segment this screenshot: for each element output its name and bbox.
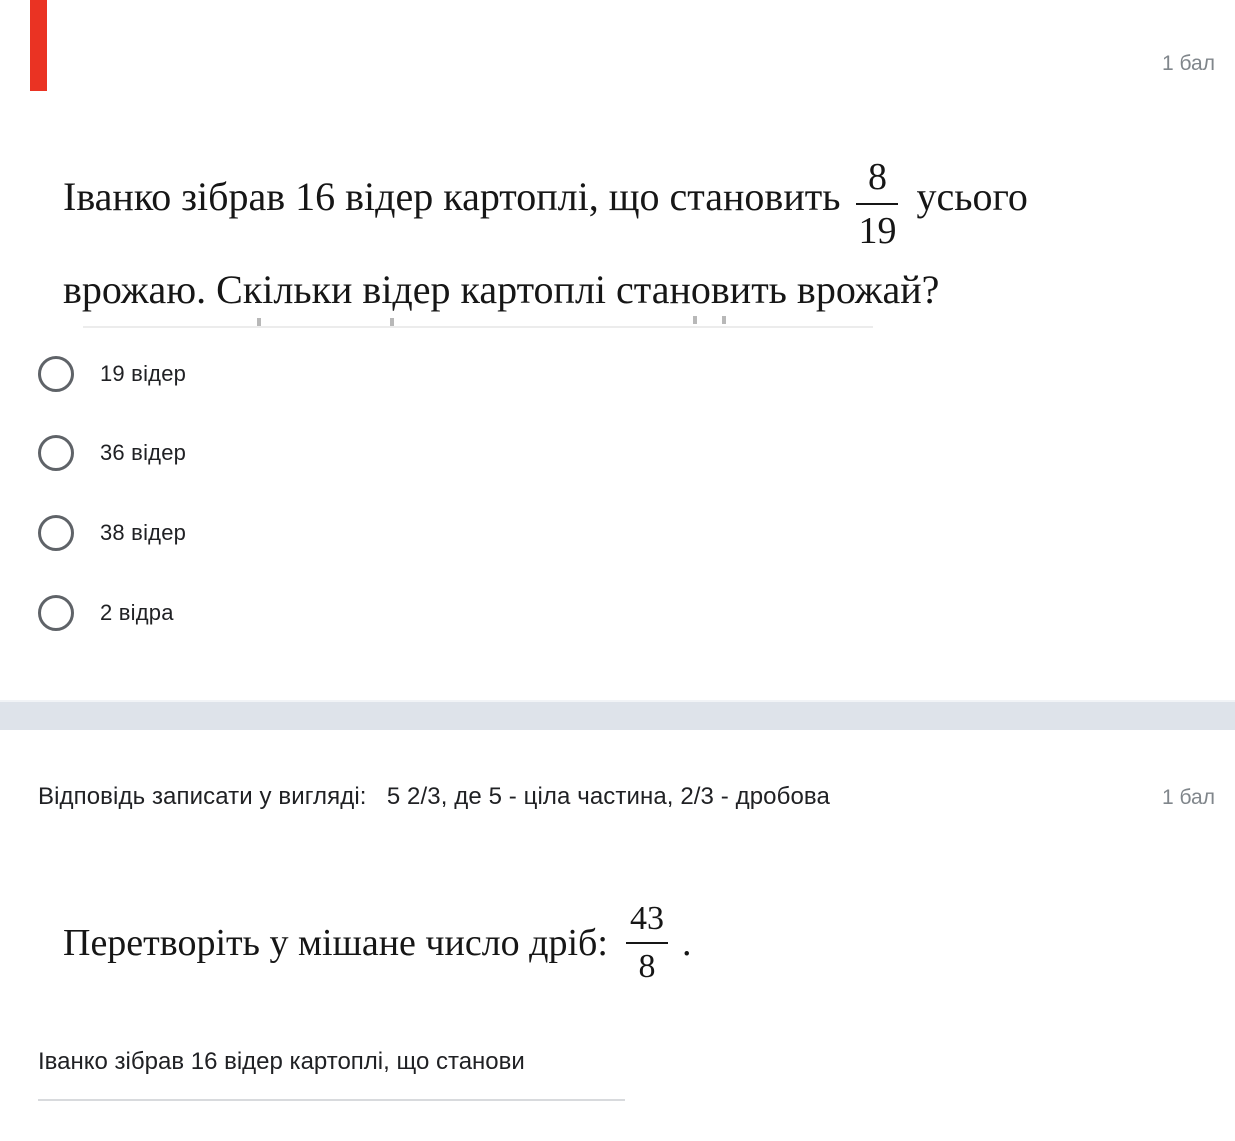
section-divider	[0, 700, 1235, 730]
radio-button-icon[interactable]	[38, 595, 74, 631]
option-label: 38 відер	[100, 520, 187, 545]
question1-line1-text: Іванко зібрав 16 відер картоплі, що становить	[63, 173, 841, 219]
cropped-text-artifact	[83, 326, 873, 328]
radio-button-icon[interactable]	[38, 356, 74, 392]
question2-math-text: Перетворіть у мішане число дріб:	[63, 922, 608, 964]
fraction-denominator: 19	[858, 210, 897, 252]
question2-header	[38, 783, 1215, 811]
fraction-8-19	[856, 158, 898, 250]
option-row-2-vidra[interactable]	[38, 595, 174, 631]
fraction-numerator: 8	[867, 156, 887, 198]
question2-instruction: Відповідь записати у вигляді: 5 2/3, де 5 - ціла частина, 2/3 - дробова	[38, 783, 830, 810]
option-label: 36 відер	[100, 440, 187, 465]
option-row-36-vider[interactable]	[38, 435, 186, 471]
cropped-text-artifact	[257, 318, 261, 326]
option-row-38-vider[interactable]	[38, 515, 186, 551]
question1-points-badge: 1 бал	[1162, 52, 1215, 75]
radio-button-icon[interactable]	[38, 435, 74, 471]
option-row-19-vider[interactable]	[38, 356, 186, 392]
fraction-43-8	[626, 902, 668, 984]
red-edge-marker	[30, 0, 47, 91]
cropped-text-artifact	[722, 316, 726, 324]
question1-line1	[63, 148, 1203, 252]
cropped-text-artifact	[390, 318, 394, 326]
answer-input-underline	[38, 1099, 625, 1101]
answer-input[interactable]: Іванко зібрав 16 відер картоплі, що станови	[38, 1048, 525, 1075]
question2-points-badge: 1 бал	[1162, 786, 1215, 809]
option-label: 2 відра	[100, 600, 174, 625]
radio-button-icon[interactable]	[38, 515, 74, 551]
question1-line2: врожаю. Скільки відер картоплі становить врожай?	[63, 267, 940, 312]
cropped-text-artifact	[693, 316, 697, 324]
question2-text-image	[63, 893, 691, 993]
question1-line1-suffix: усього	[916, 173, 1028, 219]
fraction-denominator: 8	[638, 948, 656, 985]
question2-math-suffix: .	[681, 922, 692, 964]
option-label: 19 відер	[100, 361, 187, 386]
fraction-numerator: 43	[629, 900, 664, 937]
question1-text-image	[63, 148, 1203, 313]
